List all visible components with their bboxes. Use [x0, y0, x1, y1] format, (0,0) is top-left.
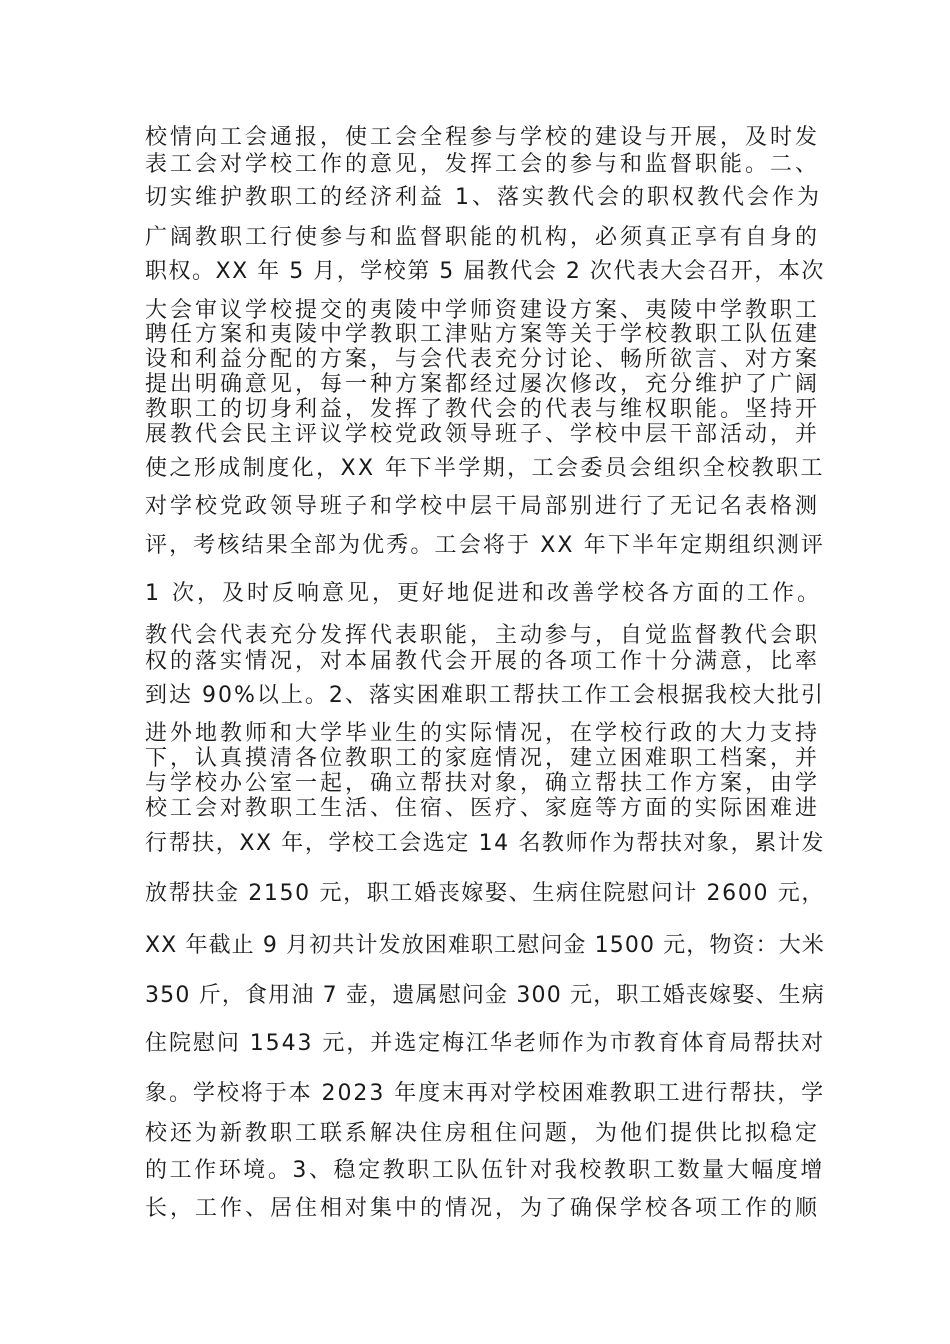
text-line: 设和利益分配的方案，与会代表充分讨论、畅所欲言、对方案	[145, 347, 821, 372]
text-line: 表工会对学校工作的意见，发挥工会的参与和监督职能。二、	[145, 152, 821, 177]
text-line: 校情向工会通报，使工会全程参与学校的建设与开展，及时发	[145, 125, 821, 150]
text-line: 下，认真摸清各位教职工的家庭情况，建立困难职工档案，并	[145, 746, 821, 771]
text-line: 使之形成制度化，XX 年下半学期，工会委员会组织全校教职工	[145, 456, 825, 481]
text-line: 行帮扶，XX 年，学校工会选定 14 名教师作为帮扶对象，累计发	[145, 831, 825, 856]
text-line: 教代会代表充分发挥代表职能，主动参与，自觉监督教代会职	[145, 623, 821, 648]
text-line: 展教代会民主评议学校党政领导班子、学校中层干部活动，并	[145, 422, 821, 447]
text-line: 1 次，及时反响意见，更好地促进和改善学校各方面的工作。	[145, 581, 822, 606]
text-line: 到达 90%以上。2、落实困难职工帮扶工作工会根据我校大批引	[145, 683, 825, 708]
text-line: 校工会对教职工生活、住宿、医疗、家庭等方面的实际困难进	[145, 796, 821, 821]
text-line: 切实维护教职工的经济利益 1、落实教代会的职权教代会作为	[145, 185, 822, 210]
text-line: 权的落实情况，对本届教代会开展的各项工作十分满意，比率	[145, 649, 821, 674]
text-line: 放帮扶金 2150 元，职工婚丧嫁娶、生病住院慰问计 2600 元，	[145, 881, 826, 906]
text-line: 对学校党政领导班子和学校中层干局部别进行了无记名表格测	[145, 494, 821, 519]
text-line: 进外地教师和大学毕业生的实际情况，在学校行政的大力支持	[145, 721, 821, 746]
text-line: 象。学校将于本 2023 年度末再对学校困难教职工进行帮扶，学	[145, 1081, 826, 1106]
text-line: 与学校办公室一起，确立帮扶对象，确立帮扶工作方案，由学	[145, 771, 821, 796]
text-line: 聘任方案和夷陵中学教职工津贴方案等关于学校教职工队伍建	[145, 322, 821, 347]
text-line: 的工作环境。3、稳定教职工队伍针对我校教职工数量大幅度增	[145, 1158, 825, 1183]
text-line: XX 年截止 9 月初共计发放困难职工慰问金 1500 元，物资：大米	[145, 933, 825, 958]
text-line: 大会审议学校提交的夷陵中学师资建设方案、夷陵中学教职工	[145, 298, 821, 323]
text-line: 350 斤，食用油 7 壶，遗属慰问金 300 元，职工婚丧嫁娶、生病	[145, 983, 825, 1008]
text-line: 评，考核结果全部为优秀。工会将于 XX 年下半年定期组织测评	[145, 533, 826, 558]
text-line: 长，工作、居住相对集中的情况，为了确保学校各项工作的顺	[145, 1196, 821, 1221]
text-line: 广阔教职工行使参与和监督职能的机构，必须真正享有自身的	[145, 225, 821, 250]
text-line: 校还为新教职工联系解决住房租住问题，为他们提供比拟稳定	[145, 1121, 821, 1146]
text-line: 教职工的切身利益，发挥了教代会的代表与维权职能。坚持开	[145, 397, 821, 422]
text-line: 职权。XX 年 5 月，学校第 5 届教代会 2 次代表大会召开，本次	[145, 259, 825, 284]
text-line: 提出明确意见，每一种方案都经过屡次修改，充分维护了广阔	[145, 372, 821, 397]
text-line: 住院慰问 1543 元，并选定梅江华老师作为市教育体育局帮扶对	[145, 1031, 826, 1056]
